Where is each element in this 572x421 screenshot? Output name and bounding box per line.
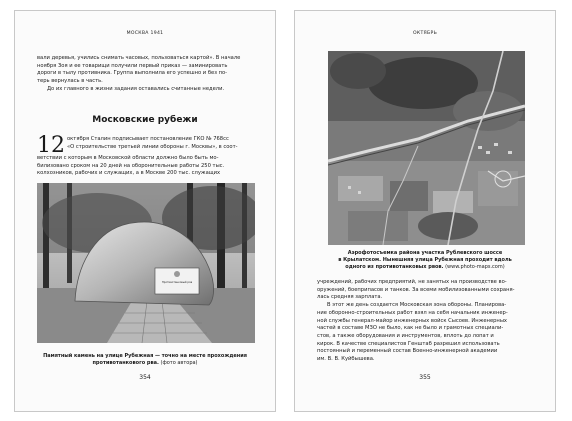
body-line: частей в составе МЗО не было, как не было и грамотных специали- bbox=[317, 325, 504, 332]
drop-cap: 12 bbox=[37, 133, 65, 158]
page-number-left: 354 bbox=[139, 374, 151, 381]
intro-last-line: До их главного в жизни задания оставались считанные недели. bbox=[47, 85, 225, 92]
right-body-text bbox=[317, 279, 533, 364]
caption-bold-line: Памятный камень на улице Рубежная — точно на месте прохождения bbox=[43, 353, 247, 359]
section-paragraph bbox=[37, 133, 253, 178]
section-line: «О строительстве третьей линии обороны г. Москвы», в соот- bbox=[67, 143, 238, 150]
section-line: колхозников, рабочих и служащих, а в Москве 200 тыс. служащих bbox=[37, 170, 221, 177]
intro-paragraph bbox=[37, 55, 253, 94]
caption-bold-line: одного из противотанковых рвов. bbox=[345, 264, 444, 271]
body-line: оружений, боеприпасов и танков. За всеми мобилизованными сохраня- bbox=[317, 286, 515, 293]
running-head-left: МОСКВА 1941 bbox=[126, 31, 164, 36]
aerial-photo-image bbox=[328, 51, 525, 245]
intro-line: ноября Зоя и ее товарищи получили первый приказ — заминировать bbox=[37, 62, 228, 69]
body-line: ной службы генерал-майор инженерных войск Сысоев. Инженерных bbox=[317, 317, 507, 324]
body-line: им. В. В. Куйбышева. bbox=[317, 356, 375, 363]
photo-caption-left bbox=[37, 353, 253, 367]
body-line: ние оборонно-строительных работ взял на себя начальник инженер- bbox=[317, 309, 508, 316]
intro-line: терь вернулась в часть. bbox=[37, 78, 103, 85]
body-line: постоянный и переменный состав Военно-инженерной академии bbox=[317, 348, 498, 355]
caption-credit: (www.photo-maps.com) bbox=[443, 264, 505, 271]
memorial-stone-photo bbox=[37, 183, 255, 343]
body-line: стов, а также оборудования и инструментов, вплоть до лопат и bbox=[317, 332, 494, 339]
caption-credit: (фото автора) bbox=[158, 360, 198, 367]
body-line: учреждений, рабочих предприятий, не занятых на производстве во- bbox=[317, 279, 507, 285]
section-line: билизовано сроком на 20 дней на оборонительные работы 250 тыс. bbox=[37, 162, 225, 169]
right-page bbox=[294, 10, 556, 412]
body-line: В этот же день создается Московская зона обороны. Планирова- bbox=[327, 302, 507, 309]
plaque-text: Противотанковый ров bbox=[161, 281, 193, 284]
photo-caption-right bbox=[317, 250, 533, 272]
left-page bbox=[14, 10, 276, 412]
caption-bold-line: противотанкового рва. bbox=[92, 360, 159, 367]
section-line: октября Сталин подписывает постановление ГКО № 768сс bbox=[67, 136, 229, 142]
running-head-right: ОКТЯБРЬ bbox=[412, 31, 438, 36]
intro-line: вали деревья, учились снимать часовых, пользоваться картой». В начале bbox=[37, 55, 241, 61]
section-line: ветствии с которым в Московской области должно было быть мо- bbox=[37, 155, 219, 161]
memorial-stone-image bbox=[37, 183, 255, 343]
intro-line: дороги в тылу противника. Группа выполнила его успешно и без по- bbox=[37, 70, 228, 77]
body-line: лась средняя зарплата. bbox=[317, 294, 383, 301]
caption-bold-line: в Крылатском. Нынешняя улица Рубежная проходит вдоль bbox=[338, 257, 512, 264]
caption-bold-line: Аэрофотосъемка района участка Рублевского шоссе bbox=[347, 250, 503, 256]
section-title: Московские рубежи bbox=[92, 115, 198, 125]
page-number-right: 355 bbox=[419, 374, 431, 381]
body-line: кирок. В качестве специалистов Генштаб разрешил использовать bbox=[317, 340, 500, 347]
aerial-photo bbox=[328, 51, 525, 245]
